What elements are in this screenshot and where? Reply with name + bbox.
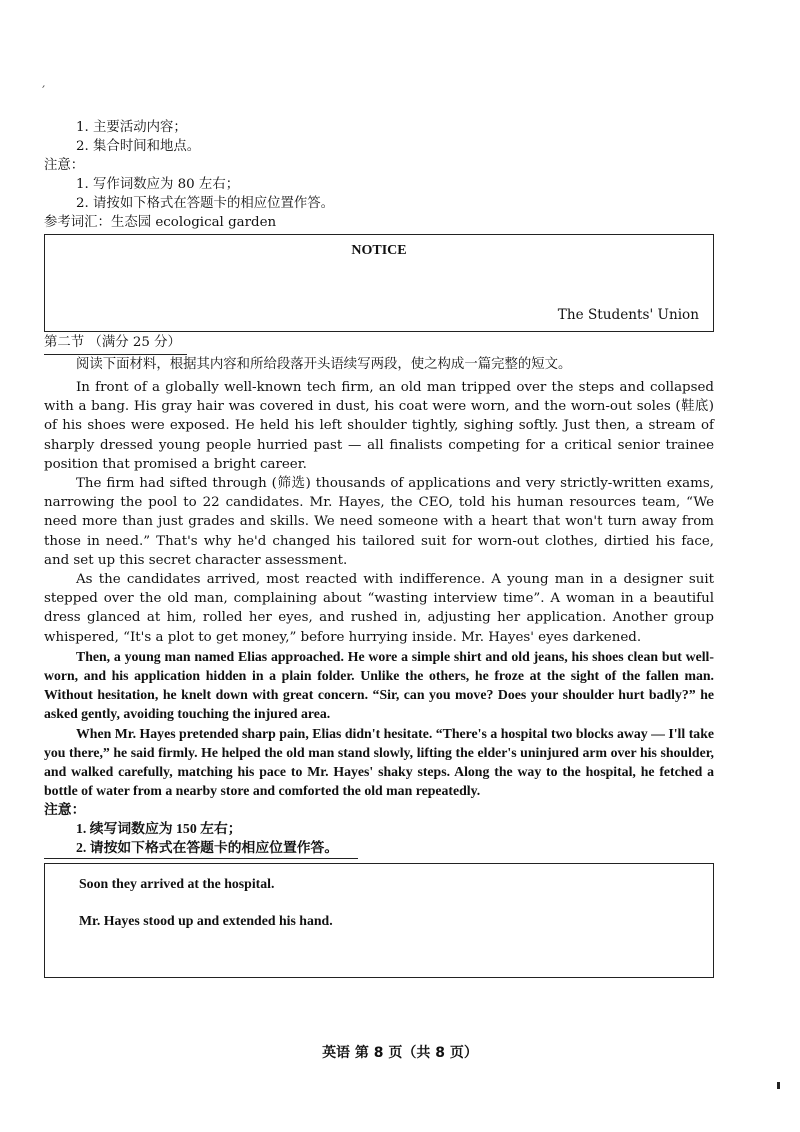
paragraph-opener-2: Mr. Hayes stood up and extended his hand.	[79, 913, 333, 929]
continuation-answer-box	[44, 863, 714, 978]
note-label: 注意：	[44, 158, 85, 173]
requirement-item: 2. 集合时间和地点。	[76, 139, 201, 154]
vocab-reference: 参考词汇：生态园 ecological garden	[44, 215, 277, 230]
note-item: 1. 写作词数应为 80 左右；	[76, 177, 240, 192]
section-heading: 第二节 （满分 25 分）	[44, 332, 187, 355]
note-item: 2. 请按如下格式在答题卡的相应位置作答。	[44, 838, 358, 859]
story-paragraph: The firm had sifted through (筛选) thousands of applications and very strictly-written exams, narrowing the pool to 22 candidates. Mr. Hayes, the CEO, told his human resources team, “We need more than just grades and skills. We need someone with a heart that won't turn away from those in need.” That's why he'd changed his tailored suit for worn-out clothes, dirtied his face, and set up this secret character assessment.	[44, 476, 714, 568]
story-paragraph: As the candidates arrived, most reacted with indifference. A young man in a designer suit stepped over the old man, complaining about “wasting interview time”. A woman in a beautiful dress glanced at him, rolled her eyes, and rushed in, adjusting her application. Another group whispered, “It's a plot to get money,” before hurrying inside. Mr. Hayes' eyes darkened.	[44, 572, 714, 645]
notice-answer-box	[44, 234, 714, 332]
note-label-2: 注意：	[44, 802, 86, 818]
story-paragraph: When Mr. Hayes pretended sharp pain, Elias didn't hesitate. “There's a hospital two blocks away — I'll take you there,” he said firmly. He helped the old man stand slowly, lifting the elder's uninjured arm over his shoulder, and walked carefully, matching his pace to Mr. Hayes' shaky steps. Along the way to the hospital, he fetched a bottle of water from a nearby store and comforted the old man repeatedly.	[44, 725, 714, 799]
note-item: 1. 续写词数应为 150 左右；	[76, 821, 242, 837]
section-instruction: 阅读下面材料，根据其内容和所给段落开头语续写两段，使之构成一篇完整的短文。	[76, 357, 572, 372]
story-paragraph: In front of a globally well-known tech firm, an old man tripped over the steps and collapsed with a bang. His gray hair was covered in dust, his coat were worn, and the worn-out soles (鞋底) of his shoes were exposed. He held his left shoulder tightly, sighing softly. Just then, a stream of sharply dressed young people hurried past — all finalists competing for a critical senior trainee position that promised a bright career.	[44, 380, 714, 472]
exam-page	[44, 118, 714, 978]
paragraph-opener-1: Soon they arrived at the hospital.	[79, 876, 275, 892]
story-paragraph: Then, a young man named Elias approached. He wore a simple shirt and old jeans, his shoes clean but well-worn, and his application hidden in a plain folder. Unlike the others, he froze at the sight of the fallen man. Without hesitation, he knelt down with great concern. “Sir, can you move? Does your shoulder hurt badly?” he asked gently, avoiding touching the injured area.	[44, 648, 714, 722]
requirement-item: 1. 主要活动内容；	[76, 120, 187, 135]
notice-signature: The Students' Union	[557, 307, 699, 323]
page-footer: 英语 第 8 页（共 8 页）	[322, 1045, 478, 1061]
note-item: 2. 请按如下格式在答题卡的相应位置作答。	[76, 196, 335, 211]
stray-mark: ′	[42, 84, 46, 100]
notice-title: NOTICE	[351, 243, 407, 258]
scan-mark	[777, 1082, 780, 1089]
story-text	[44, 378, 714, 800]
